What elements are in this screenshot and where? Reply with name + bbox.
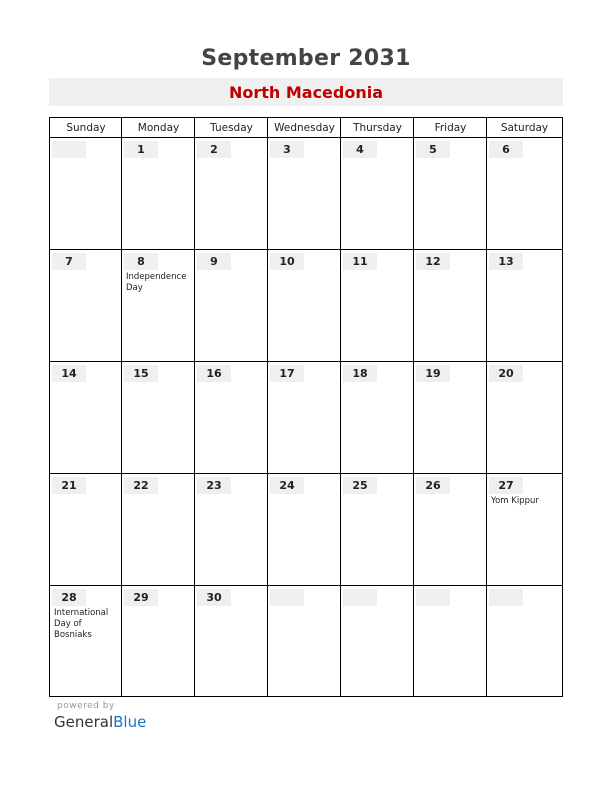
powered-by-text: powered by <box>57 701 115 711</box>
day-cell-2[interactable] <box>195 138 268 250</box>
day-number-box <box>489 253 523 270</box>
day-number: 6 <box>502 143 510 156</box>
day-number-box <box>270 477 304 494</box>
day-number <box>343 589 377 606</box>
day-number: 23 <box>206 479 222 492</box>
day-cell-25[interactable] <box>341 474 414 586</box>
day-cell-empty[interactable] <box>268 586 341 696</box>
day-cell-empty[interactable] <box>487 586 562 696</box>
day-number-box <box>52 589 86 606</box>
day-cell-29[interactable] <box>122 586 195 696</box>
day-number-box <box>416 365 450 382</box>
day-cell-23[interactable] <box>195 474 268 586</box>
day-number-box <box>124 365 158 382</box>
day-number: 7 <box>65 255 73 268</box>
weekday-header-tuesday: Tuesday <box>210 122 253 134</box>
day-number-box <box>197 365 231 382</box>
country-name: North Macedonia <box>228 83 384 102</box>
day-cell-20[interactable] <box>487 362 562 474</box>
weekday-header-friday: Friday <box>434 122 467 134</box>
day-cell-10[interactable] <box>268 250 341 362</box>
day-number: 10 <box>279 255 295 268</box>
day-number: 20 <box>498 367 514 380</box>
day-number <box>489 589 523 606</box>
day-number-box <box>52 477 86 494</box>
day-number: 22 <box>133 479 149 492</box>
day-number-box <box>489 477 523 494</box>
day-number <box>52 141 86 158</box>
day-number-box <box>52 141 86 158</box>
day-number-box <box>343 365 377 382</box>
day-cell-9[interactable] <box>195 250 268 362</box>
day-number: 13 <box>498 255 514 268</box>
day-number-box <box>416 253 450 270</box>
day-number: 5 <box>429 143 437 156</box>
weekday-header-thursday: Thursday <box>353 122 402 134</box>
day-number-box <box>416 477 450 494</box>
day-number: 15 <box>133 367 149 380</box>
brand-blue: Blue <box>113 713 147 731</box>
day-number: 30 <box>206 591 222 604</box>
day-number: 26 <box>425 479 441 492</box>
generalblue-logo[interactable] <box>54 713 146 731</box>
day-number-box <box>270 141 304 158</box>
weekday-header-monday: Monday <box>137 122 180 134</box>
day-number <box>270 589 304 606</box>
day-cell-16[interactable] <box>195 362 268 474</box>
day-number: 14 <box>61 367 77 380</box>
day-cell-22[interactable] <box>122 474 195 586</box>
day-number: 29 <box>133 591 149 604</box>
day-number-box <box>52 253 86 270</box>
day-number-box <box>197 477 231 494</box>
day-cell-24[interactable] <box>268 474 341 586</box>
day-number: 1 <box>137 143 145 156</box>
day-number: 27 <box>498 479 514 492</box>
day-number: 19 <box>425 367 441 380</box>
day-number-box <box>343 253 377 270</box>
day-cell-26[interactable] <box>414 474 487 586</box>
day-number: 24 <box>279 479 295 492</box>
day-cell-11[interactable] <box>341 250 414 362</box>
day-cell-7[interactable] <box>50 250 122 362</box>
day-number <box>416 589 450 606</box>
day-number-box <box>270 589 304 606</box>
day-cell-14[interactable] <box>50 362 122 474</box>
day-cell-4[interactable] <box>341 138 414 250</box>
day-number-box <box>489 141 523 158</box>
day-number: 11 <box>352 255 368 268</box>
holiday-label: International Day of Bosniaks <box>54 608 109 640</box>
day-number-box <box>52 365 86 382</box>
day-cell-17[interactable] <box>268 362 341 474</box>
day-number-box <box>124 141 158 158</box>
day-number-box <box>197 253 231 270</box>
day-cell-15[interactable] <box>122 362 195 474</box>
day-number-box <box>416 589 450 606</box>
brand-general: General <box>54 713 114 731</box>
day-number-box <box>197 141 231 158</box>
day-number: 25 <box>352 479 368 492</box>
day-cell-5[interactable] <box>414 138 487 250</box>
day-cell-empty[interactable] <box>341 586 414 696</box>
day-cell-30[interactable] <box>195 586 268 696</box>
day-number-box <box>343 141 377 158</box>
day-cell-13[interactable] <box>487 250 562 362</box>
day-number: 2 <box>210 143 218 156</box>
weekday-header-wednesday: Wednesday <box>274 122 335 134</box>
day-number: 16 <box>206 367 222 380</box>
day-cell-3[interactable] <box>268 138 341 250</box>
day-cell-empty[interactable] <box>50 138 122 250</box>
day-number-box <box>124 589 158 606</box>
day-cell-empty[interactable] <box>414 586 487 696</box>
calendar-grid <box>49 117 563 697</box>
day-cell-27[interactable] <box>487 474 562 586</box>
day-cell-21[interactable] <box>50 474 122 586</box>
day-number-box <box>270 365 304 382</box>
day-number-box <box>343 589 377 606</box>
day-number: 21 <box>61 479 77 492</box>
day-number-box <box>343 477 377 494</box>
weekday-header-saturday: Saturday <box>500 122 549 134</box>
day-number: 4 <box>356 143 364 156</box>
day-number: 28 <box>61 591 77 604</box>
holiday-label: Independence Day <box>126 272 187 293</box>
weekday-header-sunday: Sunday <box>66 122 106 134</box>
holiday-label: Yom Kippur <box>491 496 539 506</box>
day-number-box <box>270 253 304 270</box>
day-number-box <box>197 589 231 606</box>
day-number: 18 <box>352 367 368 380</box>
day-cell-12[interactable] <box>414 250 487 362</box>
day-number-box <box>416 141 450 158</box>
day-number: 9 <box>210 255 218 268</box>
day-number-box <box>489 365 523 382</box>
day-cell-6[interactable] <box>487 138 562 250</box>
country-band <box>49 78 563 106</box>
day-number: 12 <box>425 255 441 268</box>
day-cell-8[interactable] <box>122 250 195 362</box>
day-cell-19[interactable] <box>414 362 487 474</box>
day-number: 3 <box>283 143 291 156</box>
day-number: 17 <box>279 367 295 380</box>
page-title: September 2031 <box>201 46 411 71</box>
day-cell-28[interactable] <box>50 586 122 696</box>
day-number: 8 <box>137 255 145 268</box>
day-cell-1[interactable] <box>122 138 195 250</box>
day-cell-18[interactable] <box>341 362 414 474</box>
day-number-box <box>124 253 158 270</box>
day-number-box <box>124 477 158 494</box>
day-number-box <box>489 589 523 606</box>
